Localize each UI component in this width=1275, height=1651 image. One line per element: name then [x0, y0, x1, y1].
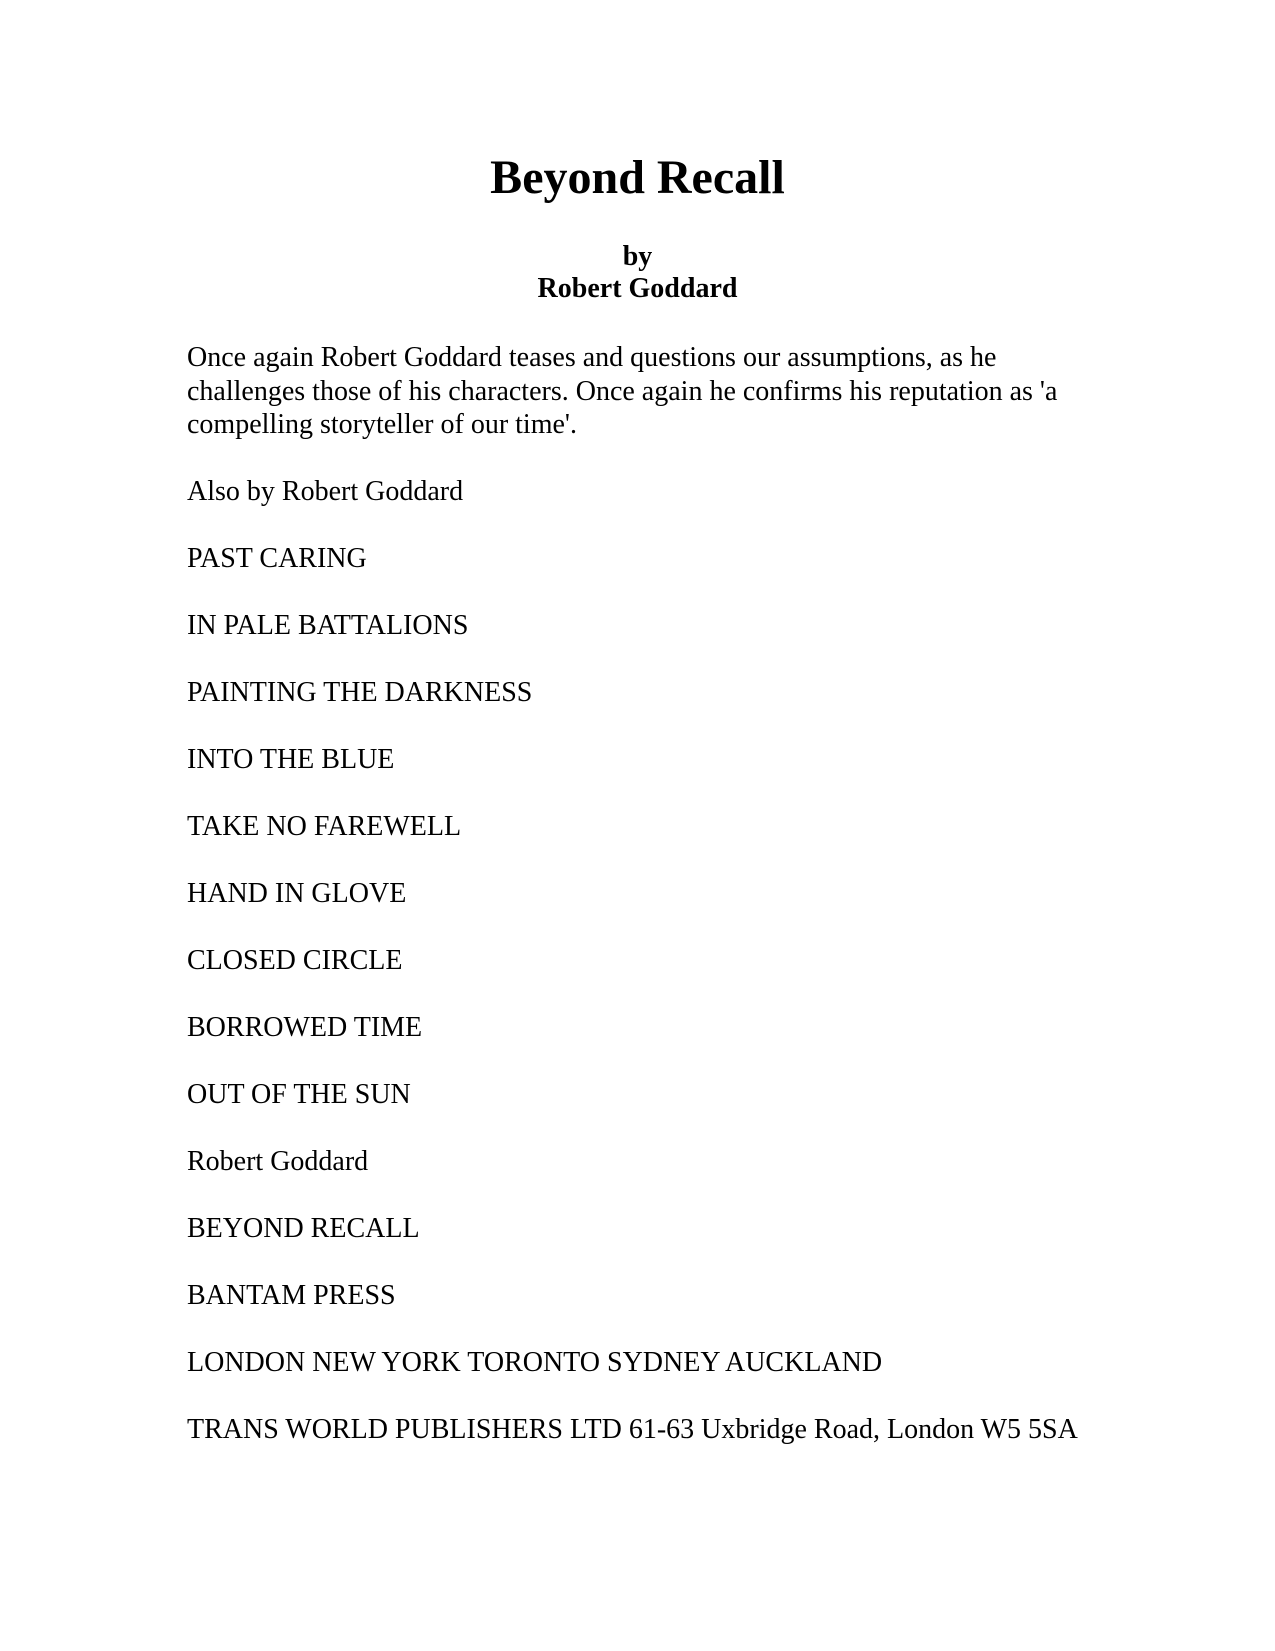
book-title: INTO THE BLUE	[187, 744, 395, 775]
publisher-address: TRANS WORLD PUBLISHERS LTD 61-63 Uxbridge Road, London W5 5SA	[187, 1414, 1078, 1445]
book-title: TAKE NO FAREWELL	[187, 811, 462, 842]
title-page-author: Robert Goddard	[187, 1146, 369, 1177]
book-title: PAINTING THE DARKNESS	[187, 677, 533, 708]
publisher-cities: LONDON NEW YORK TORONTO SYDNEY AUCKLAND	[187, 1347, 883, 1378]
blurb-paragraph: Once again Robert Goddard teases and questions our assumptions, as he challenges those of his characters. Once again he confirms his reputation as 'a compelling storyteller of our time'.	[187, 342, 1058, 440]
title-page-title: BEYOND RECALL	[187, 1213, 420, 1244]
book-title: OUT OF THE SUN	[187, 1079, 411, 1110]
byline-author: Robert Goddard	[537, 273, 738, 304]
publisher-name: BANTAM PRESS	[187, 1280, 396, 1311]
book-title: BORROWED TIME	[187, 1012, 423, 1043]
document-body	[187, 341, 1087, 1480]
also-by-heading: Also by Robert Goddard	[187, 476, 464, 507]
byline-by: by	[622, 241, 653, 272]
book-title: CLOSED CIRCLE	[187, 945, 403, 976]
book-title: PAST CARING	[187, 543, 367, 574]
document-title: Beyond Recall	[490, 151, 785, 204]
book-title: HAND IN GLOVE	[187, 878, 407, 909]
book-title: IN PALE BATTALIONS	[187, 610, 469, 641]
byline	[0, 241, 1275, 305]
